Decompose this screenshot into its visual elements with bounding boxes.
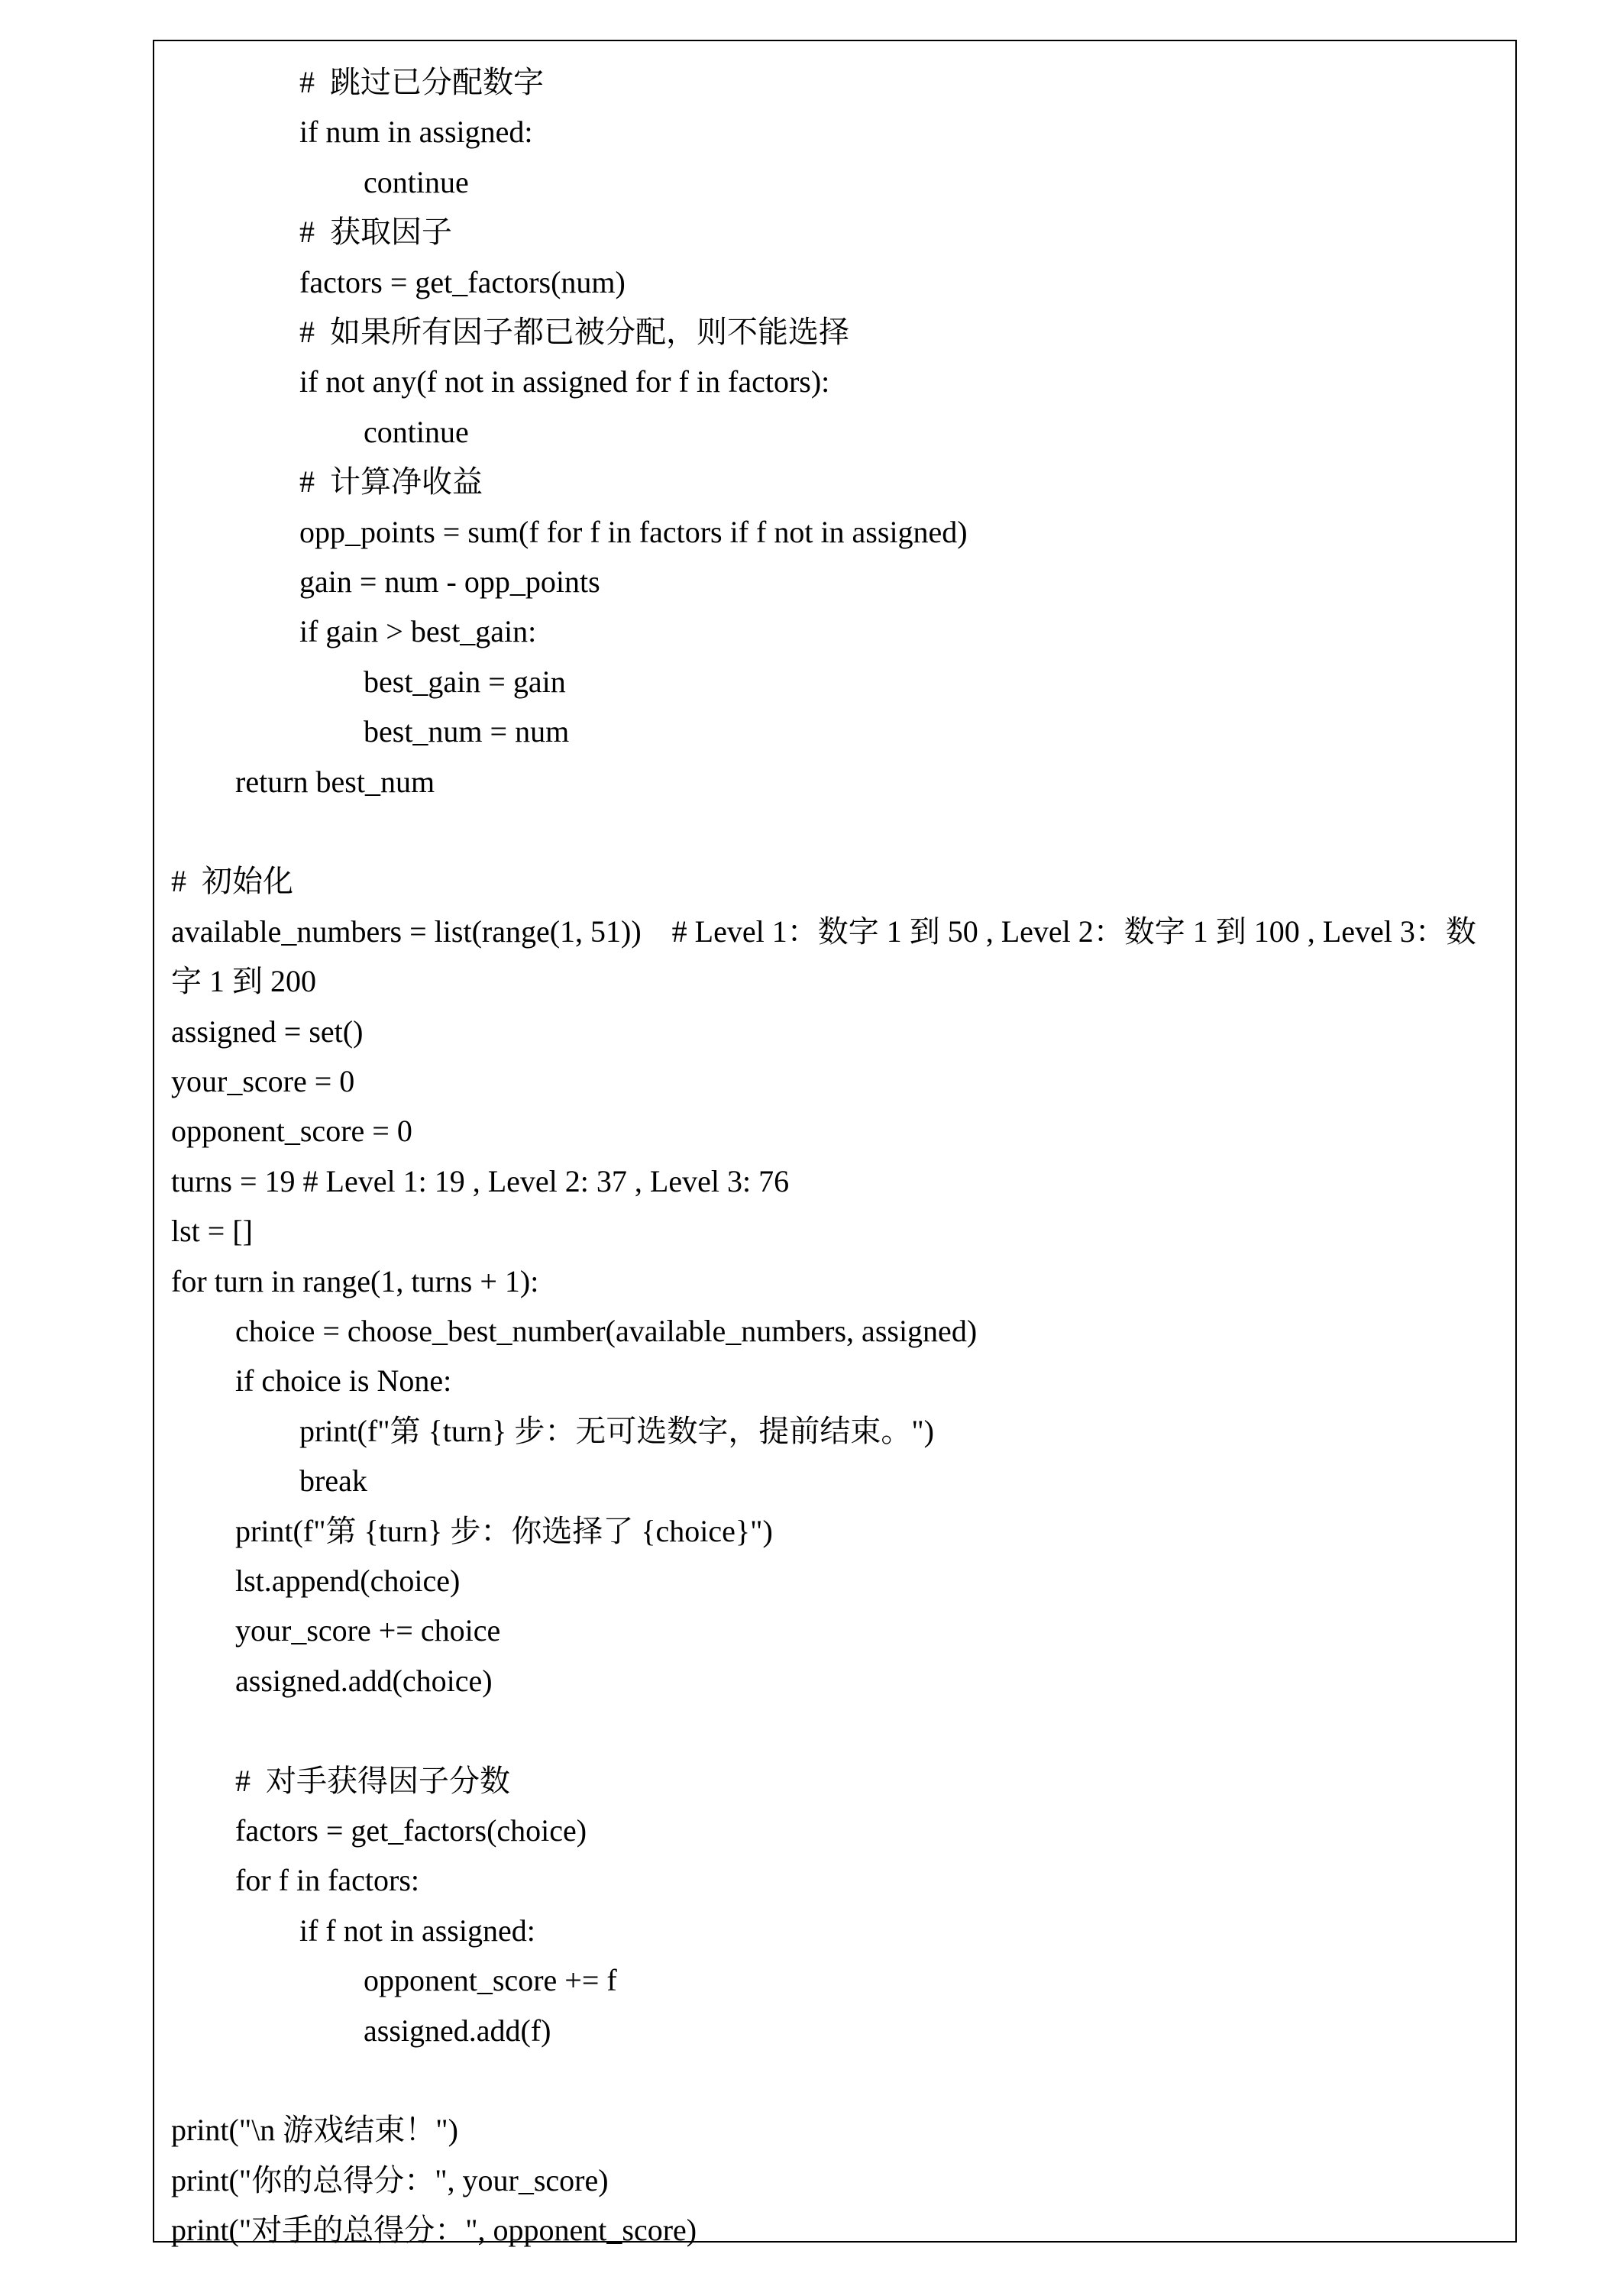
code-line: your_score = 0 [171,1064,355,1098]
code-line: # 跳过已分配数字 [299,65,544,99]
code-line: continue [364,414,469,449]
code-line: factors = get_factors(choice) [235,1813,587,1848]
code-line: if gain > best_gain: [299,614,537,649]
code-line: best_num = num [364,714,570,749]
code-line: print("你的总得分：", your_score) [171,2162,609,2197]
code-line: opp_points = sum(f for f in factors if f not in assigned) [299,514,968,549]
code-line: if num in assigned: [299,115,533,150]
code-line: available_numbers = list(range(1, 51)) # Level 1：数字 1 到 50 , Level 2：数字 1 到 100 , Level 3：数 [171,914,1476,949]
code-line: print("对手的总得分：", opponent_score) [171,2213,697,2248]
code-line: 字 1 到 200 [171,964,316,999]
code-line: turns = 19 # Level 1: 19 , Level 2: 37 , Level 3: 76 [171,1163,790,1198]
code-line: # 对手获得因子分数 [235,1763,510,1798]
code-line: gain = num - opp_points [299,564,600,599]
code-line: print(f"第 {turn} 步：你选择了 {choice}") [235,1513,773,1548]
code-line: opponent_score = 0 [171,1114,412,1149]
code-line: assigned.add(f) [364,2013,551,2048]
code-line: if not any(f not in assigned for f in factors): [299,364,830,399]
code-line: print(f"第 {turn} 步：无可选数字，提前结束。") [299,1413,934,1448]
code-line: choice = choose_best_number(available_numbers, assigned) [235,1314,978,1348]
code-line: break [299,1463,367,1499]
code-line: # 初始化 [171,864,293,899]
code-line: if f not in assigned: [299,1913,535,1948]
code-line: continue [364,164,469,199]
code-line: if choice is None: [235,1363,452,1399]
code-line: # 如果所有因子都已被分配，则不能选择 [299,315,849,349]
code-line: # 获取因子 [299,215,452,250]
code-line: # 计算净收益 [299,464,483,500]
code-line: factors = get_factors(num) [299,264,626,299]
code-line: best_gain = gain [364,664,566,699]
code-line: print("\n 游戏结束！") [171,2113,458,2148]
code-line: assigned.add(choice) [235,1663,493,1698]
code-line: assigned = set() [171,1014,364,1049]
code-line: return best_num [235,764,435,799]
code-line: your_score += choice [235,1613,501,1648]
code-line: opponent_score += f [364,1963,617,1998]
code-line: lst = [] [171,1214,253,1249]
code-line: for turn in range(1, turns + 1): [171,1263,539,1298]
code-line: lst.append(choice) [235,1564,461,1598]
code-listing-box [153,40,1517,2248]
code-line: for f in factors: [235,1863,420,1898]
